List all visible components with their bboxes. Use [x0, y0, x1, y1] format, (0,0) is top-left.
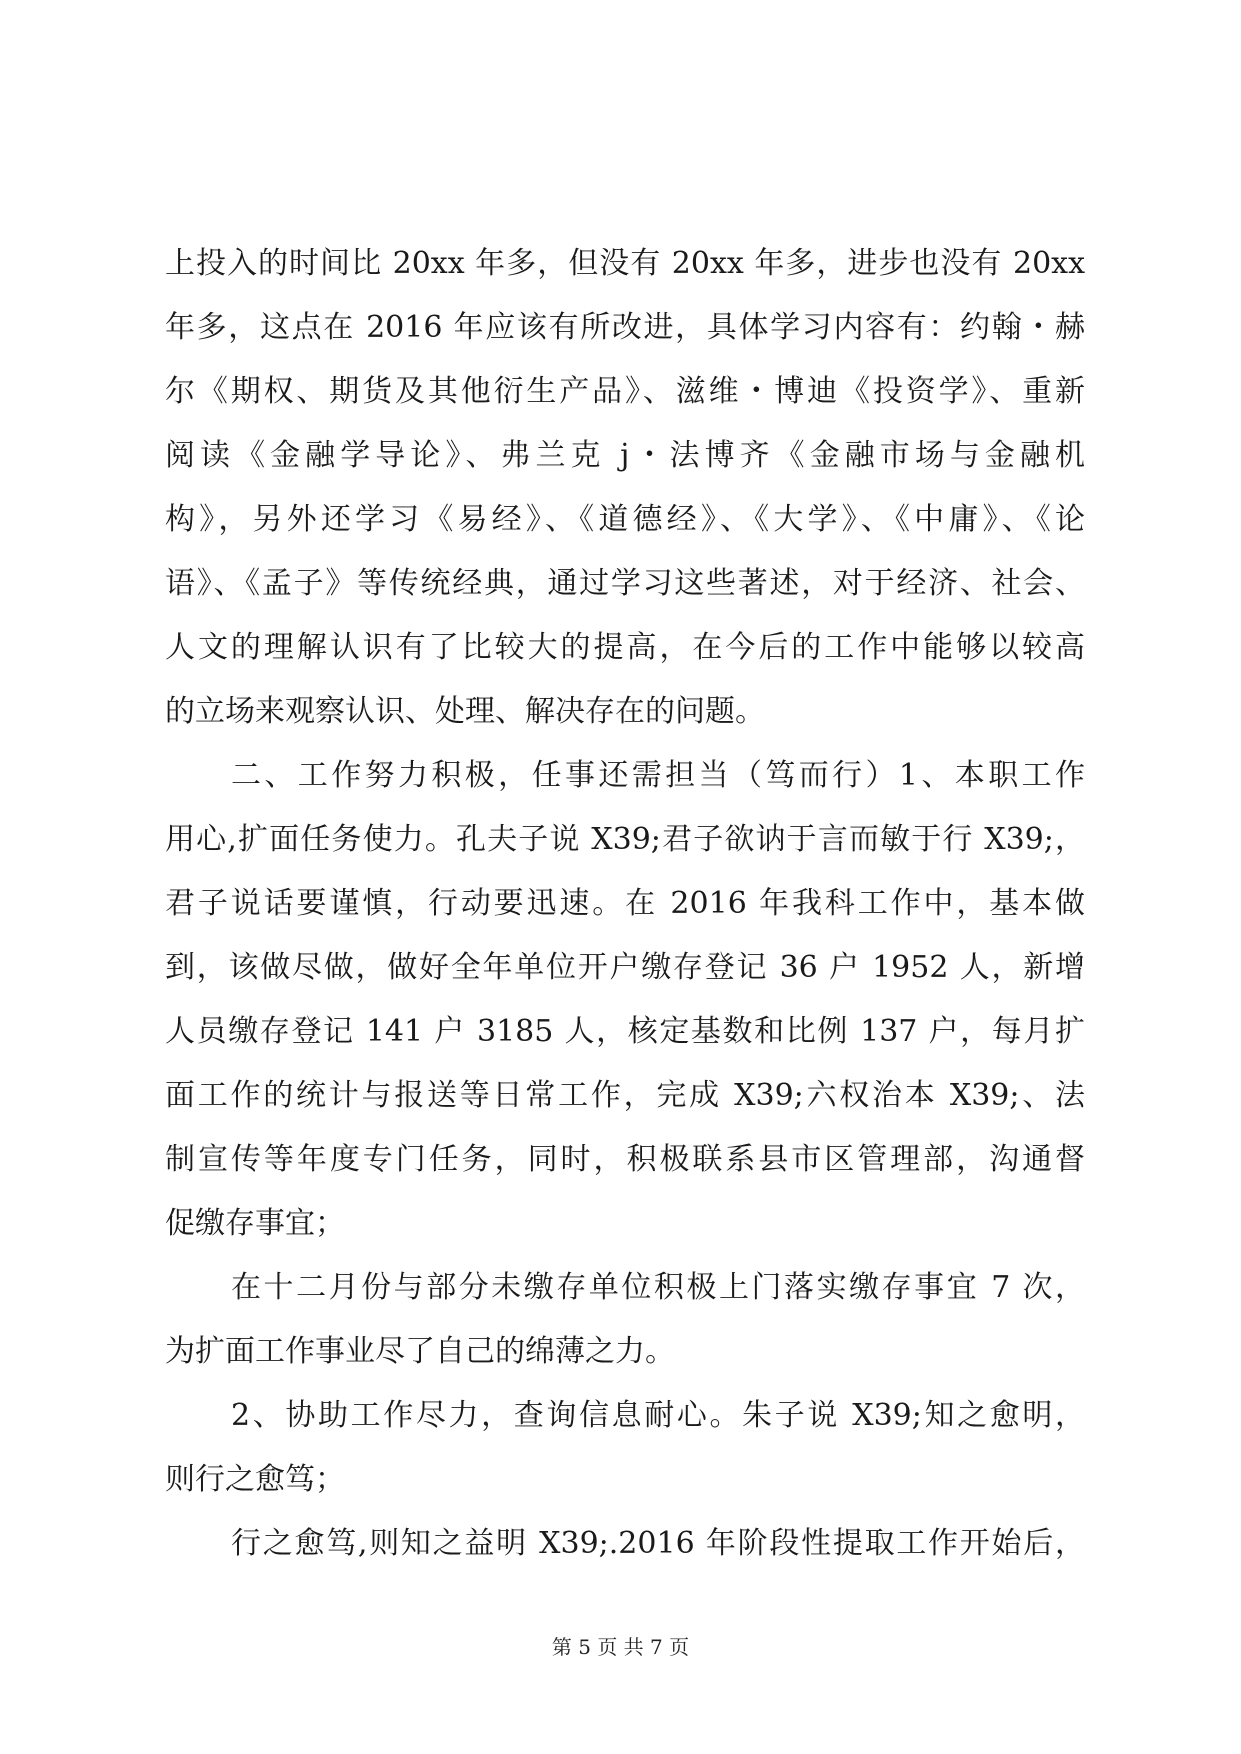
text-line: 则行之愈笃；	[165, 1462, 345, 1497]
text-line: 行之愈笃,则知之益明 X39;.2016 年阶段性提取工作开始后，	[231, 1526, 1085, 1561]
text-line: 的立场来观察认识、处理、解决存在的问题。	[165, 694, 765, 729]
text-line: 语》、《孟子》等传统经典，通过学习这些著述，对于经济、社会、	[165, 566, 1085, 601]
text-line: 构》，另外还学习《易经》、《道德经》、《大学》、《中庸》、《论	[165, 502, 1085, 537]
text-line: 用心,扩面任务使力。孔夫子说 X39;君子欲讷于言而敏于行 X39;，	[165, 822, 1085, 857]
text-line: 面工作的统计与报送等日常工作，完成 X39;六权治本 X39;、法	[165, 1078, 1085, 1113]
text-line: 君子说话要谨慎，行动要迅速。在 2016 年我科工作中，基本做	[165, 886, 1085, 921]
text-line: 促缴存事宜；	[165, 1206, 345, 1241]
text-line: 上投入的时间比 20xx 年多，但没有 20xx 年多，进步也没有 20xx	[165, 246, 1085, 281]
section-heading-line: 二、工作努力积极，任事还需担当（笃而行）1、本职工作	[231, 758, 1085, 793]
page-number-footer: 第 5 页 共 7 页	[551, 1635, 690, 1659]
text-line: 阅读《金融学导论》、弗兰克 j・法博齐《金融市场与金融机	[165, 438, 1085, 473]
text-line: 到，该做尽做，做好全年单位开户缴存登记 36 户 1952 人，新增	[165, 950, 1085, 985]
text-line: 尔《期权、期货及其他衍生产品》、滋维・博迪《投资学》、重新	[165, 374, 1085, 409]
text-line: 在十二月份与部分未缴存单位积极上门落实缴存事宜 7 次，	[231, 1270, 1085, 1305]
text-line: 制宣传等年度专门任务，同时，积极联系县市区管理部，沟通督	[165, 1142, 1085, 1177]
text-line: 2、协助工作尽力，查询信息耐心。朱子说 X39;知之愈明，	[231, 1398, 1085, 1433]
text-line: 为扩面工作事业尽了自己的绵薄之力。	[165, 1334, 675, 1369]
text-line: 人文的理解认识有了比较大的提高，在今后的工作中能够以较高	[165, 630, 1085, 665]
text-line: 年多，这点在 2016 年应该有所改进，具体学习内容有：约翰・赫	[165, 310, 1085, 345]
document-body	[165, 232, 1085, 1576]
text-line: 人员缴存登记 141 户 3185 人，核定基数和比例 137 户，每月扩	[165, 1014, 1085, 1049]
